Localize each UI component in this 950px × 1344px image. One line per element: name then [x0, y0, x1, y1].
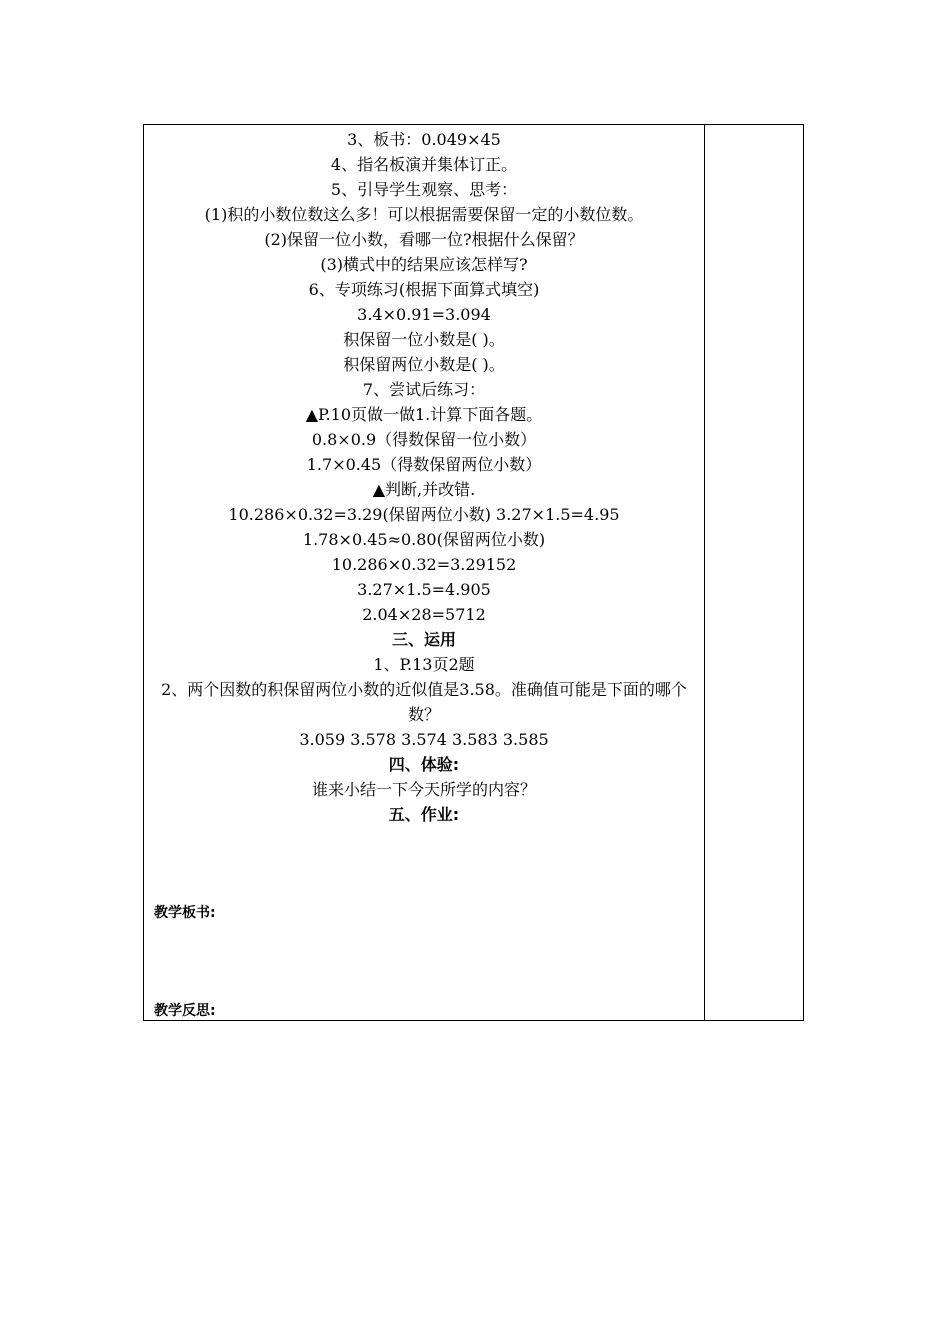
line-equation: 3.4×0.91=3.094	[357, 305, 491, 324]
main-content-cell	[144, 125, 704, 1020]
apply-choices: 3.059 3.578 3.574 3.583 3.585	[299, 730, 549, 749]
line-question-1: (1)积的小数位数这么多！可以根据需要保留一定的小数位数。	[204, 205, 644, 224]
line-calc-1: 0.8×0.9（得数保留一位小数）	[311, 430, 537, 449]
reflection-label: 教学反思:	[154, 1003, 216, 1019]
line-guide-observe: 5、引导学生观察、思考：	[330, 180, 518, 199]
section-homework-title: 五、作业:	[388, 805, 460, 824]
line-judge-2: 1.78×0.45≈0.80(保留两位小数)	[302, 530, 546, 549]
line-question-3: (3)横式中的结果应该怎样写?	[320, 255, 528, 274]
section-apply-title: 三、运用	[391, 630, 456, 649]
line-calc-2: 1.7×0.45（得数保留两位小数）	[306, 455, 542, 474]
column-divider	[704, 125, 705, 1020]
line-textbook-ref: ▲P.10页做一做1.计算下面各题。	[305, 405, 543, 424]
line-question-2: (2)保留一位小数，看哪一位?根据什么保留？	[264, 230, 584, 249]
apply-item-1: 1、P.13页2题	[373, 655, 475, 674]
line-judge-4: 3.27×1.5=4.905	[357, 580, 491, 599]
line-fill-1: 积保留一位小数是( )。	[343, 330, 505, 349]
lesson-table	[143, 124, 804, 1021]
line-judge-3: 10.286×0.32=3.29152	[331, 555, 517, 574]
line-board-demo: 4、指名板演并集体订正。	[330, 155, 518, 174]
board-label: 教学板书:	[154, 905, 216, 921]
line-judge-5: 2.04×28=5712	[362, 605, 486, 624]
line-judge-title: ▲判断,并改错.	[372, 480, 476, 499]
line-practice-title: 7、尝试后练习：	[362, 380, 486, 399]
line-exercise-title: 6、专项练习(根据下面算式填空)	[308, 280, 540, 299]
section-experience-title: 四、体验:	[388, 755, 460, 774]
line-judge-1: 10.286×0.32=3.29(保留两位小数) 3.27×1.5=4.95	[228, 505, 620, 524]
line-board-writing: 3、板书：0.049×45	[347, 130, 501, 149]
apply-item-2: 2、两个因数的积保留两位小数的近似值是3.58。准确值可能是下面的哪个数？	[161, 680, 687, 724]
experience-text: 谁来小结一下今天所学的内容？	[311, 780, 536, 799]
line-fill-2: 积保留两位小数是( )。	[343, 355, 505, 374]
